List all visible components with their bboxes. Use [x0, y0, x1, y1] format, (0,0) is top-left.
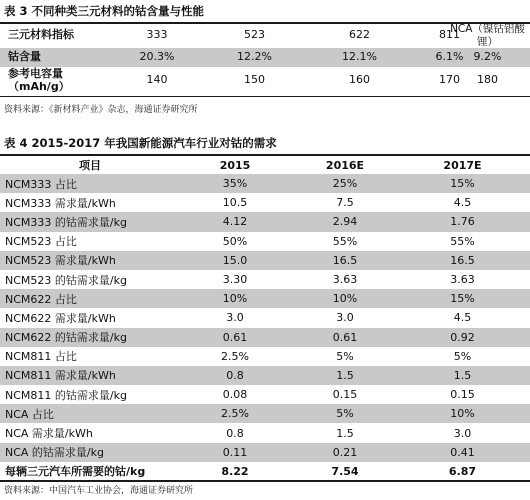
table4-header-row [0, 156, 530, 174]
table4-row [0, 423, 530, 442]
table4-cell: 5% [336, 349, 354, 363]
table4-row [0, 193, 530, 212]
table4-cell: 10% [450, 407, 475, 421]
table4-row-label: NCM622 的钴需求量/kg [5, 331, 127, 345]
table4-cell: 0.92 [450, 330, 475, 344]
table4-cell: 3.0 [336, 311, 354, 325]
table4-cell: 15.0 [222, 253, 248, 267]
table4-cell: 35% [222, 177, 248, 191]
table4-cell: 0.61 [332, 330, 358, 344]
table4-cell: 50% [222, 234, 248, 248]
table4 [0, 156, 530, 481]
table4-cell: 1.5 [336, 368, 354, 382]
table4-row-label: NCM523 需求量/kWh [5, 254, 116, 268]
table4-row [0, 174, 530, 193]
table4-row-label: NCM333 的钴需求量/kg [5, 215, 127, 229]
table4-cell: 10% [332, 292, 358, 306]
table4-row [0, 251, 530, 270]
table3-bottom-rule [0, 96, 530, 97]
table4-cell: 6.87 [448, 464, 477, 478]
table4-cell: 10.5 [222, 196, 248, 210]
table3-header-cell: NCA（镍钴铝酸锂） [450, 23, 525, 48]
table4-cell: 0.8 [226, 426, 244, 440]
table4-cell: 0.41 [450, 445, 475, 459]
table4-cell: 0.08 [222, 388, 248, 402]
table4-row [0, 270, 530, 289]
table4-row-label: NCM333 占比 [5, 177, 77, 191]
table4-row-label: NCM811 需求量/kWh [5, 369, 116, 383]
table4-cell: 1.76 [450, 215, 475, 229]
table4-row-label: NCM523 占比 [5, 235, 77, 249]
table3-cell: 160 [349, 73, 370, 87]
table4-cell: 15% [450, 292, 475, 306]
table4-header-cell: 2016E [325, 158, 365, 172]
table4-cell: 3.0 [226, 311, 244, 325]
table4-cell: 15% [450, 177, 475, 191]
table4-row [0, 385, 530, 404]
table4-cell: 55% [450, 234, 475, 248]
table4-cell: 55% [332, 234, 358, 248]
table3-row-label: 钴含量 [8, 50, 41, 64]
table4-cell: 4.5 [453, 196, 472, 210]
table4-cell: 16.5 [450, 253, 475, 267]
table4-cell: 4.12 [222, 215, 248, 229]
table4-row [0, 212, 530, 231]
table4-row [0, 308, 530, 327]
table4-header-cell: 2015 [219, 158, 251, 172]
table4-row-label: NCA 需求量/kWh [5, 427, 93, 441]
table3-cell: 150 [244, 73, 265, 87]
table4-cell: 0.11 [222, 445, 248, 459]
table4-cell: 10% [222, 292, 248, 306]
table3 [0, 23, 530, 94]
table4-total-row [0, 462, 530, 481]
table3-cell: 180 [477, 73, 498, 87]
table4-cell: 2.5% [221, 349, 249, 363]
table3-source: 资料来源：《新材料产业》杂志，海通证券研究所 [4, 105, 198, 115]
table4-row-label: NCM523 的钴需求量/kg [5, 273, 127, 287]
table4-row-label: NCM622 占比 [5, 292, 77, 306]
table4-bottom-rule [0, 480, 530, 482]
table4-row-label: NCA 的钴需求量/kg [5, 446, 104, 460]
table3-header-cell: 622 [349, 28, 370, 42]
table4-cell: 25% [332, 177, 358, 191]
table3-caption: 表 3 不同种类三元材料的钴含量与性能 [4, 4, 205, 18]
table4-cell: 4.5 [453, 311, 472, 325]
table4-cell: 3.30 [222, 273, 248, 287]
table4-cell: 2.94 [332, 215, 358, 229]
table3-row [0, 48, 530, 67]
table4-row [0, 232, 530, 251]
table4-row [0, 328, 530, 347]
table4-row-label: NCM622 需求量/kWh [5, 311, 116, 325]
table4-cell: 0.15 [450, 388, 475, 402]
table4-row [0, 347, 530, 366]
table3-cell: 9.2% [473, 50, 502, 64]
table4-cell: 1.5 [336, 426, 354, 440]
table3-header-cell: 333 [146, 28, 168, 42]
table4-cell: 0.8 [226, 368, 244, 382]
table4-row [0, 443, 530, 462]
table4-cell: 0.15 [332, 388, 358, 402]
table3-cell: 6.1% [435, 50, 464, 64]
table4-source: 资料来源：中国汽车工业协会，海通证券研究所 [4, 486, 194, 496]
table4-row [0, 289, 530, 308]
table4-cell: 7.5 [336, 196, 354, 210]
table3-row-label: 参考电容量（mAh/g） [8, 66, 70, 93]
table4-row-label: NCM333 需求量/kWh [5, 196, 116, 210]
table4-cell: 5% [336, 407, 354, 421]
table4-caption: 表 4 2015-2017 年我国新能源汽车行业对钴的需求 [4, 136, 277, 150]
table4-row-label: NCM811 的钴需求量/kg [5, 388, 127, 402]
table3-header-cell: 三元材料指标 [8, 28, 74, 42]
table4-cell: 5% [453, 349, 472, 363]
table3-cell: 170 [439, 73, 460, 87]
table3-cell: 20.3% [139, 50, 175, 64]
table3-cell: 12.1% [342, 50, 377, 64]
table4-header-cell: 2017E [443, 158, 482, 172]
table4-row-label: NCA 占比 [5, 407, 54, 421]
table4-cell: 1.5 [453, 368, 472, 382]
table3-header-cell: 523 [244, 28, 265, 42]
table4-cell: 0.21 [332, 445, 358, 459]
table3-row [0, 67, 530, 94]
table3-header-cell: 811 [439, 28, 460, 42]
table4-cell: 0.61 [222, 330, 248, 344]
table4-cell: 3.63 [450, 273, 475, 287]
table3-header-row [0, 23, 530, 48]
table3-cell: 140 [146, 73, 168, 87]
table4-cell: 3.0 [453, 426, 472, 440]
table4-cell: 2.5% [221, 407, 249, 421]
table3-cell: 12.2% [237, 50, 272, 64]
table4-row-label: 每辆三元汽车所需要的钴/kg [5, 465, 146, 479]
table4-row [0, 404, 530, 423]
table4-row [0, 366, 530, 385]
table4-header-cell: 项目 [79, 159, 101, 172]
table4-cell: 3.63 [332, 273, 358, 287]
table4-cell: 8.22 [221, 464, 249, 478]
table4-cell: 7.54 [331, 464, 359, 478]
table4-cell: 16.5 [332, 253, 358, 267]
table4-row-label: NCM811 占比 [5, 350, 77, 364]
